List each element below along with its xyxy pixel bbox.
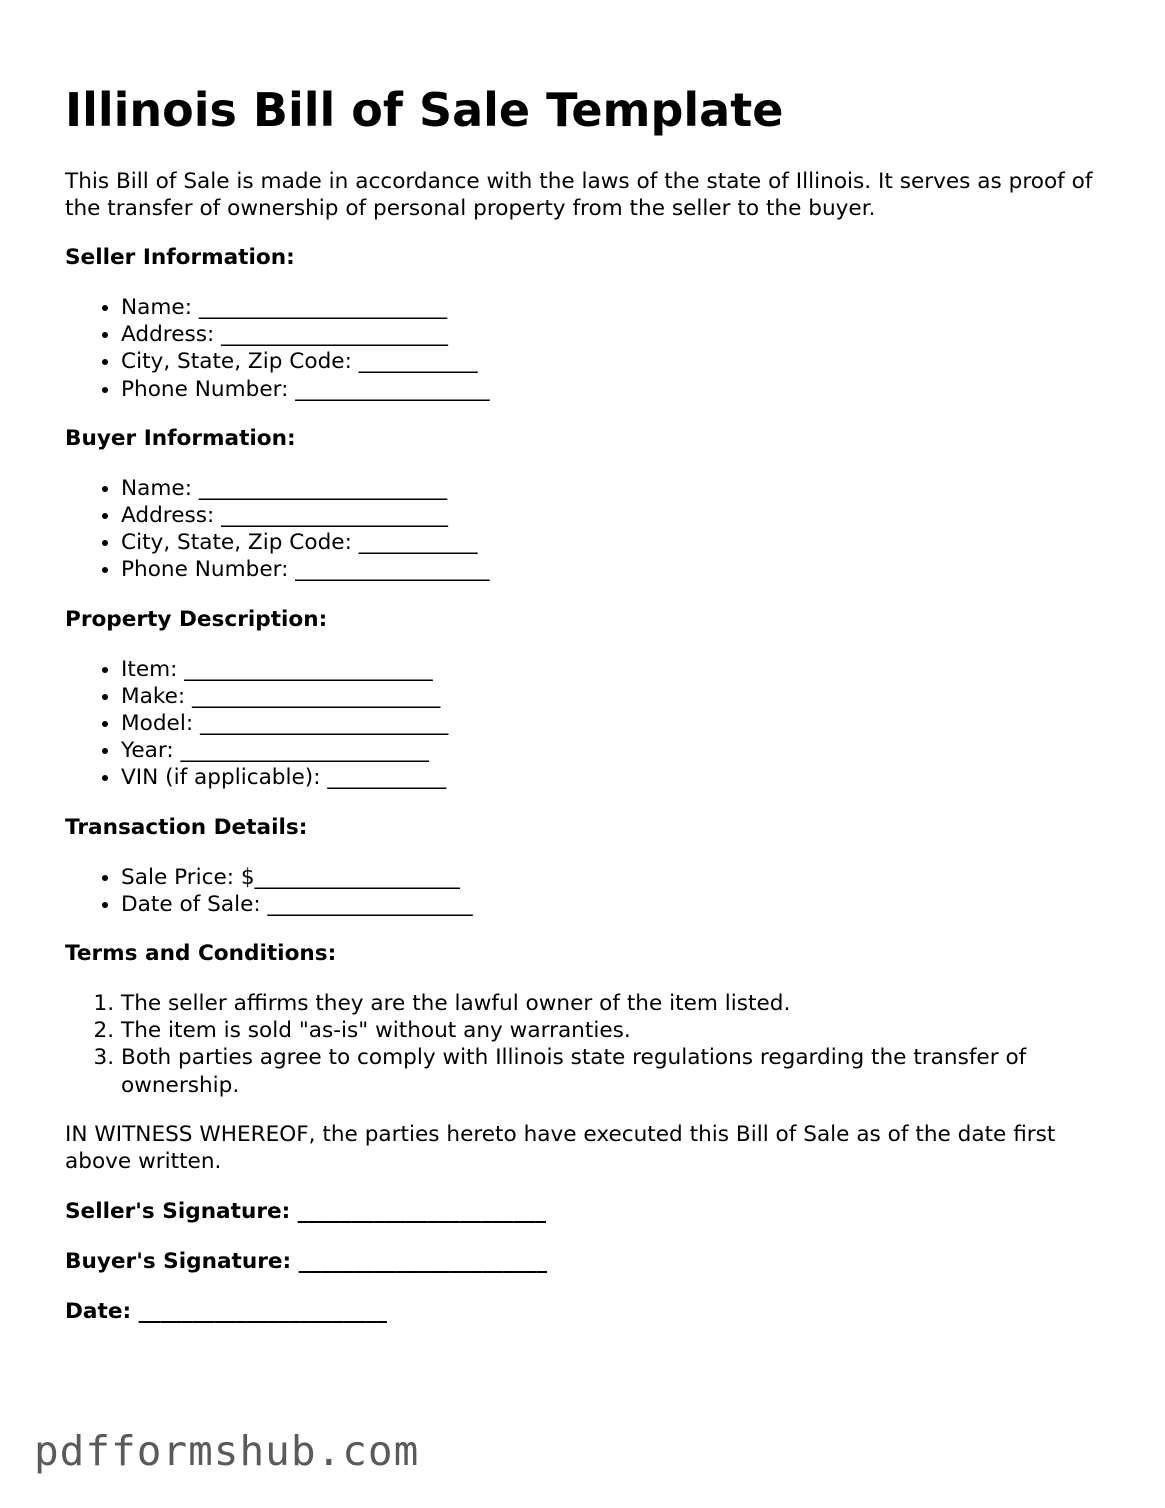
seller-signature-field[interactable]: Seller's Signature: _______________________ <box>65 1198 547 1224</box>
document-page <box>65 78 1105 1325</box>
signature-date-field[interactable]: Date: _______________________ <box>65 1298 387 1324</box>
sale-price-field[interactable]: • Sale Price: $___________________ <box>121 864 1105 891</box>
transaction-heading: Transaction Details: <box>65 814 308 840</box>
seller-heading: Seller Information: <box>65 245 295 270</box>
property-item-field[interactable]: • Item: _______________________ <box>121 656 1105 683</box>
seller-address-field[interactable]: • Address: _____________________ <box>121 321 1105 348</box>
transaction-list <box>65 864 1105 918</box>
property-list <box>65 656 1105 792</box>
seller-phone-field[interactable]: • Phone Number: __________________ <box>121 376 1105 403</box>
buyer-address-field[interactable]: • Address: _____________________ <box>121 502 1105 529</box>
buyer-signature-field[interactable]: Buyer's Signature: _______________________ <box>65 1248 548 1274</box>
buyer-city-field[interactable]: • City, State, Zip Code: ___________ <box>121 529 1105 556</box>
terms-item: 3. Both parties agree to comply with Illinois state regulations regarding the transfer of ownership. <box>121 1044 1105 1098</box>
property-vin-field[interactable]: • VIN (if applicable): ___________ <box>121 764 1105 791</box>
terms-list <box>65 990 1105 1099</box>
property-heading: Property Description: <box>65 606 328 632</box>
buyer-name-field[interactable]: • Name: _______________________ <box>121 475 1105 502</box>
buyer-heading: Buyer Information: <box>65 425 296 451</box>
seller-list <box>65 294 1105 403</box>
intro-paragraph: This Bill of Sale is made in accordance with the laws of the state of Illinois. It serves as proof of the transfer of ownership of personal property from the seller to the buyer. <box>65 169 1093 221</box>
witness-paragraph: IN WITNESS WHEREOF, the parties hereto have executed this Bill of Sale as of the date first above written. <box>65 1121 1056 1174</box>
sale-date-field[interactable]: • Date of Sale: ___________________ <box>121 891 1105 918</box>
buyer-list <box>65 475 1105 584</box>
page-title: Illinois Bill of Sale Template <box>65 83 784 137</box>
property-make-field[interactable]: • Make: _______________________ <box>121 683 1105 710</box>
terms-item: 2. The item is sold "as-is" without any warranties. <box>121 1017 1105 1044</box>
watermark: pdfformshub.com <box>34 1427 420 1475</box>
terms-item: 1. The seller affirms they are the lawful owner of the item listed. <box>121 990 1105 1017</box>
seller-city-field[interactable]: • City, State, Zip Code: ___________ <box>121 348 1105 375</box>
property-year-field[interactable]: • Year: _______________________ <box>121 737 1105 764</box>
seller-name-field[interactable]: • Name: _______________________ <box>121 294 1105 321</box>
terms-heading: Terms and Conditions: <box>65 941 337 967</box>
property-model-field[interactable]: • Model: _______________________ <box>121 710 1105 737</box>
buyer-phone-field[interactable]: • Phone Number: __________________ <box>121 556 1105 583</box>
